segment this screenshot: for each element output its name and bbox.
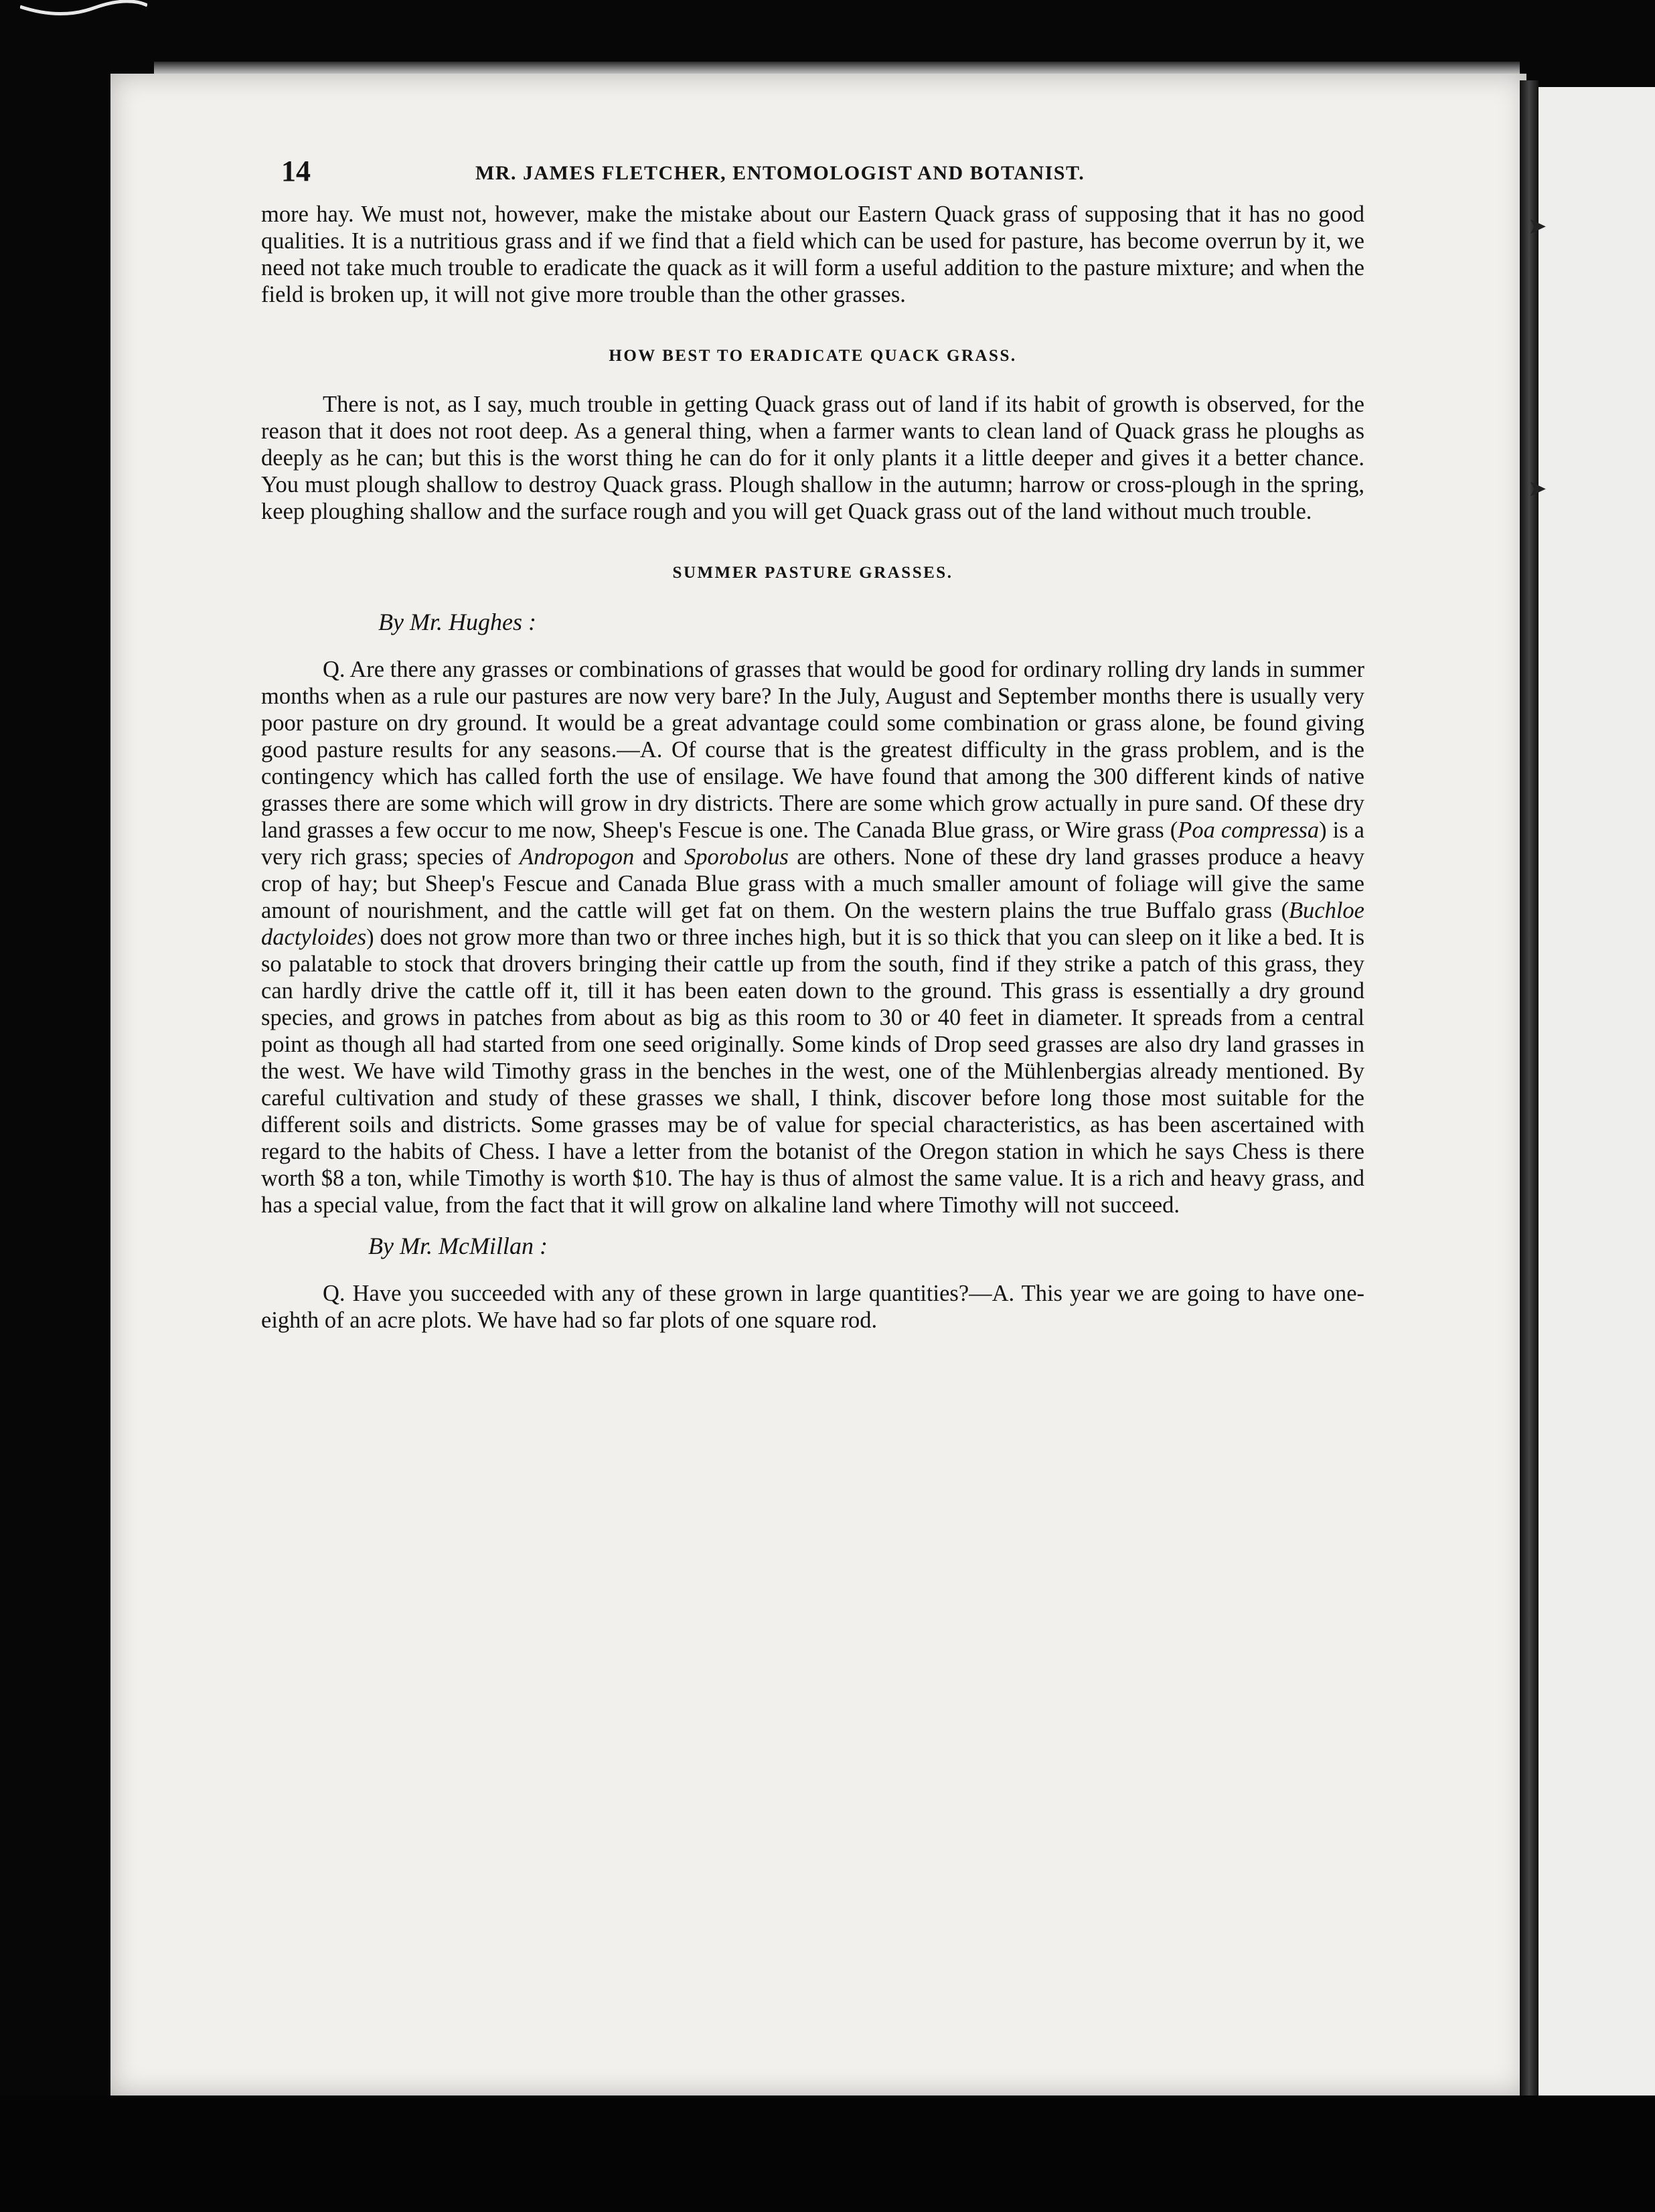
spine-tick-mark: ➤ bbox=[1528, 214, 1547, 239]
paragraph-text: are others. None of these dry land grasses produce a heavy crop of hay; but Sheep's Fescue and Canada Blue grass with a much smaller amount of foliage will give the same amount of nourishment, and the cattle will get fat on them. On the western plains the true Buffalo grass ( bbox=[261, 844, 1364, 923]
section-title-quack: HOW BEST TO ERADICATE QUACK GRASS. bbox=[609, 347, 1017, 365]
latin-name-poa: Poa compressa bbox=[1178, 817, 1320, 843]
paragraph-text: Q. Are there any grasses or combinations of grasses that would be good for ordinary rolling dry lands in summer months when as a rule our pastures are now very bare? In the July, August and September months there is usually very poor pasture on dry ground. It would be a great advantage could some combination or grass alone, be found giving good pasture results for any seasons.—A. Of course that is the greatest difficulty in the grass problem, and is the contingency which has called forth the use of ensilage. We have found that among the 300 different kinds of native grasses there are some which will grow in dry districts. There are some which grow actually in pure sand. Of these dry land grasses a few occur to me now, Sheep's Fescue is one. The Canada Blue grass, or Wire grass ( bbox=[261, 657, 1364, 843]
paragraph-text: ) is a very rich grass; species of bbox=[261, 817, 1364, 870]
section-title-summer: SUMMER PASTURE GRASSES. bbox=[672, 564, 953, 582]
paragraph-mcmillan: Q. Have you succeeded with any of these grown in large quantities?—A. This year we are going to have one-eighth of an acre plots. We have had so far plots of one square rod. bbox=[261, 1281, 1364, 1333]
running-head bbox=[261, 154, 1364, 201]
latin-name-buchloe: Buchloe dactyloides bbox=[261, 898, 1364, 950]
paragraph-text: ) does not grow more than two or three inches high, but it is so thick that you can sleep on it like a bed. It is so palatable to stock that drovers bringing their cattle up from the south, find if they strike a patch of this grass, they can hardly drive the cattle off it, till it has been eaten down to the ground. This grass is essentially a dry ground species, and grows in patches from about as big as this room to 30 or 40 feet in diameter. It spreads from a central point as though all had started from one seed originally. Some kinds of Drop seed grasses are also dry land grasses in the west. We have wild Timothy grass in the benches in the west, one of the Mühlenbergias already mentioned. By careful cultivation and study of these grasses we shall, I think, discover before long those most suitable for the different soils and districts. Some grasses may be of value for special characteristics, as has been ascertained with regard to the habits of Chess. I have a letter from the botanist of the Oregon station in which he says Chess is there worth $8 a ton, while Timothy is worth $10. The hay is thus of almost the same value. It is a rich and heavy grass, and has a special value, from the fact that it will grow on alkaline land where Timothy will not succeed. bbox=[261, 925, 1364, 1218]
speaker-hughes: By Mr. Hughes : bbox=[378, 609, 536, 635]
facing-page-edge bbox=[1539, 87, 1655, 2096]
paragraph-text: and bbox=[634, 844, 684, 870]
paragraph-summer-answer bbox=[261, 656, 1364, 1218]
corner-curl-mark bbox=[20, 0, 147, 27]
page-content bbox=[261, 154, 1364, 1334]
paragraph-quack: There is not, as I say, much trouble in getting Quack grass out of land if its habit of growth is observed, for the reason that it does not root deep. As a general thing, when a farmer wants to clean land of Quack grass he ploughs as deeply as he can; but this is the worst thing he can do for it only plants it a little deeper and gives it a better chance. You must plough shallow to destroy Quack grass. Plough shallow in the autumn; harrow or cross-plough in the spring, keep ploughing shallow and the surface rough and you will get Quack grass out of the land without much trouble. bbox=[261, 392, 1364, 524]
latin-name-andropogon: Andropogon bbox=[520, 844, 635, 870]
continuation-paragraph: more hay. We must not, however, make the mistake about our Eastern Quack grass of supposing that it has no good qualities. It is a nutritious grass and if we find that a field which can be used for pasture, has become overrun by it, we need not take much trouble to eradicate the quack as it will form a useful addition to the pasture mixture; and when the field is broken up, it will not give more trouble than the other grasses. bbox=[261, 202, 1364, 307]
scan-bottom-band bbox=[0, 2096, 1655, 2212]
speaker-mcmillan: By Mr. McMillan : bbox=[368, 1233, 548, 1259]
spine-tick-mark: ➤ bbox=[1528, 477, 1547, 501]
page-number: 14 bbox=[281, 155, 311, 187]
running-title: MR. JAMES FLETCHER, ENTOMOLOGIST AND BOTANIST. bbox=[475, 162, 1085, 184]
latin-name-sporobolus: Sporobolus bbox=[684, 844, 789, 870]
book-spine bbox=[1520, 80, 1539, 2102]
